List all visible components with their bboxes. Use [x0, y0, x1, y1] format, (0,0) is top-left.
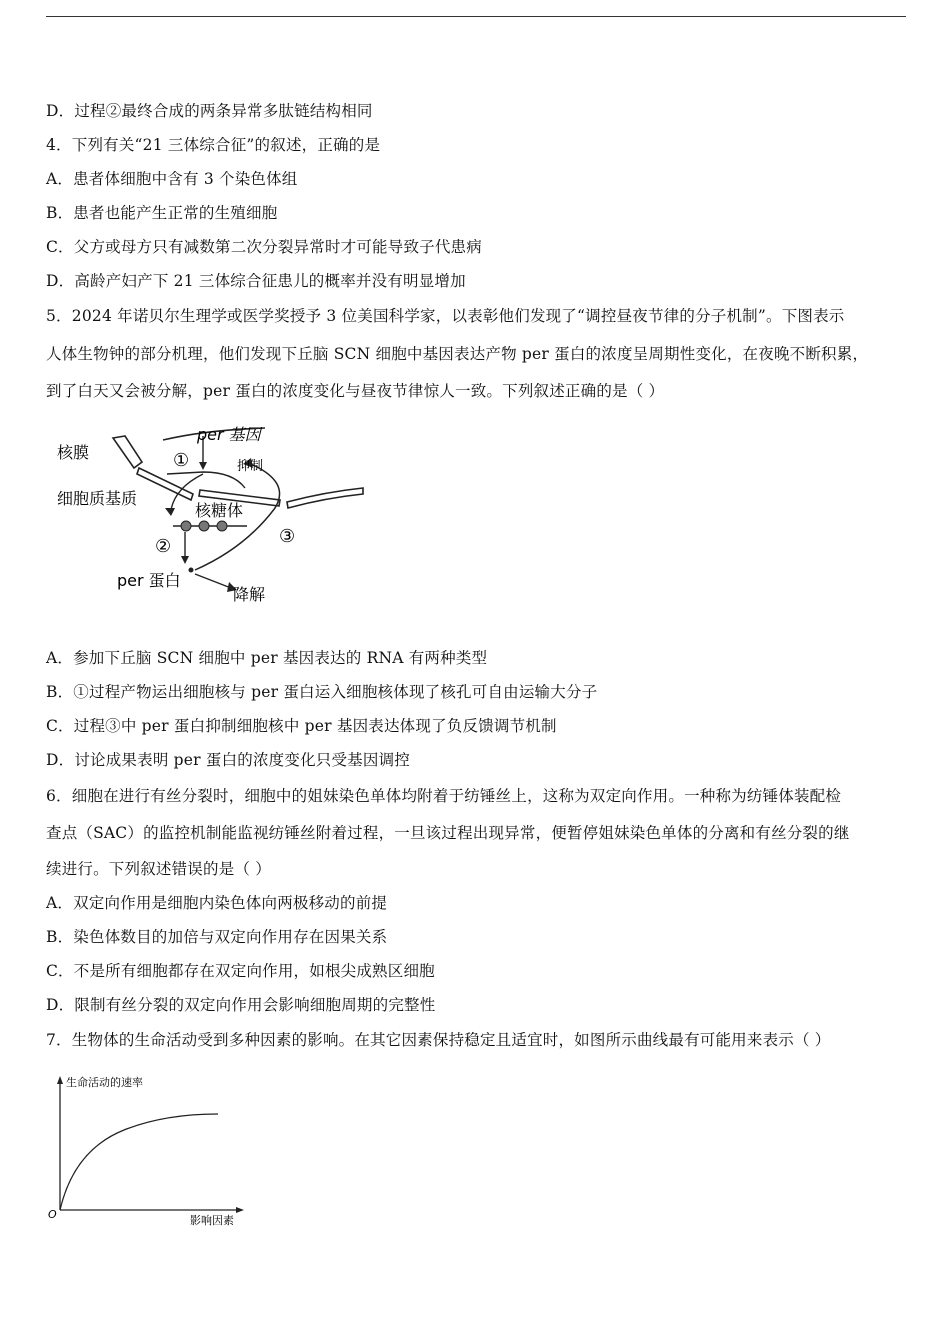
label-step-2: ②	[155, 536, 172, 557]
q6-stem-line1: 6．细胞在进行有丝分裂时，细胞中的姐妹染色单体均附着于纺锤丝上，这称为双定向作用。一种称为纺锤体装配检	[46, 787, 842, 805]
q4-option-c: C．父方或母方只有减数第二次分裂异常时才可能导致子代患病	[46, 238, 482, 256]
translation-arrowhead	[181, 556, 189, 564]
header-rule	[46, 16, 906, 17]
label-inhibit: 抑制	[237, 459, 264, 474]
label-per-protein: per 蛋白	[117, 571, 181, 590]
circadian-mechanism-diagram	[55, 418, 375, 613]
q4-option-d: D．高龄产妇产下 21 三体综合征患儿的概率并没有明显增加	[46, 272, 466, 290]
q6-option-a: A．双定向作用是细胞内染色体向两极移动的前提	[46, 894, 388, 912]
q5-option-d: D．讨论成果表明 per 蛋白的浓度变化只受基因调控	[46, 751, 410, 769]
x-axis-arrowhead	[236, 1207, 244, 1213]
label-step-1: ①	[173, 450, 190, 471]
q6-option-d: D．限制有丝分裂的双定向作用会影响细胞周期的完整性	[46, 996, 436, 1014]
origin-label: O	[48, 1208, 57, 1221]
q3-option-d: D．过程②最终合成的两条异常多肽链结构相同	[46, 102, 373, 120]
rate-curve	[60, 1114, 218, 1210]
q5-option-c: C．过程③中 per 蛋白抑制细胞核中 per 基因表达体现了负反馈调节机制	[46, 717, 557, 735]
label-per-gene: per 基因	[197, 425, 261, 444]
q5-stem-line2: 人体生物钟的部分机理，他们发现下丘脑 SCN 细胞中基因表达产物 per 蛋白的浓度呈周期性变化，在夜晚不断积累，	[46, 345, 869, 363]
q5-option-a: A．参加下丘脑 SCN 细胞中 per 基因表达的 RNA 有两种类型	[46, 649, 488, 667]
mrna-strand-top	[167, 472, 245, 488]
rate-curve-graph	[44, 1070, 254, 1230]
ribosome-3	[217, 521, 227, 531]
label-nuclear-membrane: 核膜	[57, 443, 90, 462]
x-axis-label: 影响因素	[190, 1214, 234, 1227]
nuclear-membrane-segment-right	[287, 488, 363, 508]
ribosome-2	[199, 521, 209, 531]
transcription-arrowhead	[199, 462, 207, 470]
q5-stem-line1: 5．2024 年诺贝尔生理学或医学奖授予 3 位美国科学家，以表彰他们发现了“调控昼夜节律的分子机制”。下图表示	[46, 307, 845, 325]
q5-stem-line3: 到了白天又会被分解，per 蛋白的浓度变化与昼夜节律惊人一致。下列叙述正确的是（ ）	[46, 382, 665, 400]
nuclear-membrane-segment-left	[113, 436, 142, 468]
q5-option-b: B．①过程产物运出细胞核与 per 蛋白运入细胞核体现了核孔可自由运输大分子	[46, 683, 598, 701]
label-cytoplasm: 细胞质基质	[57, 489, 138, 508]
degrade-arrow	[195, 574, 231, 588]
y-axis-arrowhead	[57, 1076, 63, 1084]
q6-option-b: B．染色体数目的加倍与双定向作用存在因果关系	[46, 928, 388, 946]
q6-stem-line2: 查点（SAC）的监控机制能监视纺锤丝附着过程，一旦该过程出现异常，便暂停姐妹染色单体的分离和有丝分裂的继	[46, 824, 850, 842]
q6-option-c: C．不是所有细胞都存在双定向作用，如根尖成熟区细胞	[46, 962, 435, 980]
ribosome-1	[181, 521, 191, 531]
label-degrade: 降解	[233, 585, 266, 604]
y-axis-label: 生命活动的速率	[66, 1076, 143, 1089]
per-protein-dot	[189, 568, 194, 573]
q4-option-b: B．患者也能产生正常的生殖细胞	[46, 204, 278, 222]
q6-stem-line3: 续进行。下列叙述错误的是（ ）	[46, 860, 271, 878]
q7-stem: 7．生物体的生命活动受到多种因素的影响。在其它因素保持稳定且适宜时，如图所示曲线最有可能用来表示（ ）	[46, 1031, 831, 1049]
label-ribosome: 核糖体	[195, 501, 244, 520]
label-step-3: ③	[279, 526, 296, 547]
mrna-export-arrowhead	[165, 508, 175, 516]
q4-option-a: A．患者体细胞中含有 3 个染色体组	[46, 170, 298, 188]
q4-stem: 4．下列有关“21 三体综合征”的叙述，正确的是	[46, 136, 381, 154]
